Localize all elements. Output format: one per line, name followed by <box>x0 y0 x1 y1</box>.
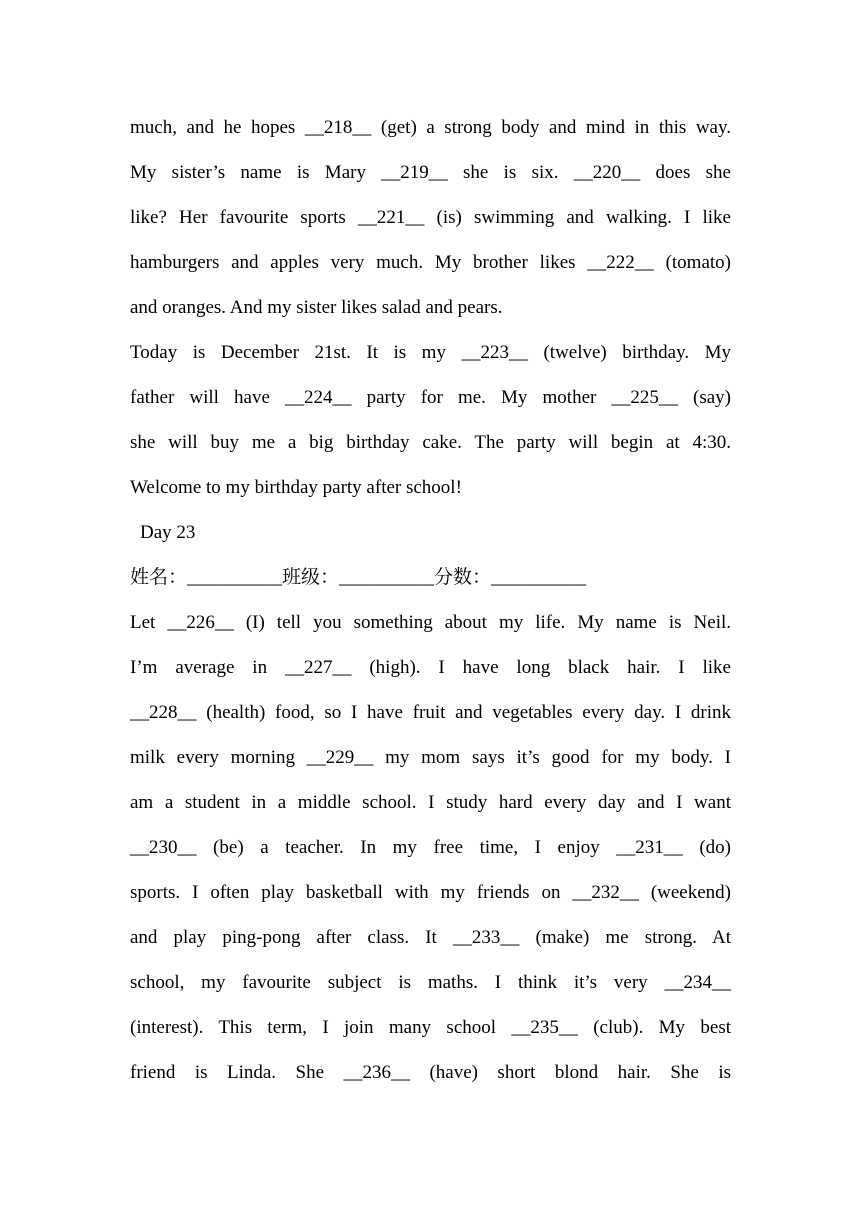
text-line: like? Her favourite sports __221__ (is) swimming and walking. I like <box>130 207 731 228</box>
text-line: sports. I often play basketball with my friends on __232__ (weekend) <box>130 882 731 903</box>
text-line: and play ping-pong after class. It __233__ (make) me strong. At <box>130 927 731 948</box>
text-line: hamburgers and apples very much. My brother likes __222__ (tomato) <box>130 252 731 273</box>
text-line: milk every morning __229__ my mom says it’s good for my body. I <box>130 747 731 768</box>
text-line: father will have __224__ party for me. My mother __225__ (say) <box>130 387 731 408</box>
text-line: Today is December 21st. It is my __223__ (twelve) birthday. My <box>130 342 731 363</box>
text-line: I’m average in __227__ (high). I have long black hair. I like <box>130 657 731 678</box>
text-line: __228__ (health) food, so I have fruit and vegetables every day. I drink <box>130 702 731 723</box>
text-line: My sister’s name is Mary __219__ she is six. __220__ does she <box>130 162 731 183</box>
text-line: and oranges. And my sister likes salad and pears. <box>130 297 503 318</box>
document-page <box>130 105 731 1095</box>
text-line: Let __226__ (I) tell you something about my life. My name is Neil. <box>130 612 731 633</box>
text-line: __230__ (be) a teacher. In my free time, I enjoy __231__ (do) <box>130 837 731 858</box>
text-line: school, my favourite subject is maths. I think it’s very __234__ <box>130 972 731 993</box>
text-line: Welcome to my birthday party after school! <box>130 477 462 498</box>
text-line: friend is Linda. She __236__ (have) short blond hair. She is <box>130 1062 731 1083</box>
text-line: (interest). This term, I join many school __235__ (club). My best <box>130 1017 731 1038</box>
student-info-line: 姓名：__________班级：__________分数：__________ <box>130 567 587 588</box>
text-line: much, and he hopes __218__ (get) a strong body and mind in this way. <box>130 117 731 138</box>
text-line: she will buy me a big birthday cake. The party will begin at 4:30. <box>130 432 731 453</box>
day-heading: Day 23 <box>140 522 196 543</box>
text-line: am a student in a middle school. I study hard every day and I want <box>130 792 731 813</box>
